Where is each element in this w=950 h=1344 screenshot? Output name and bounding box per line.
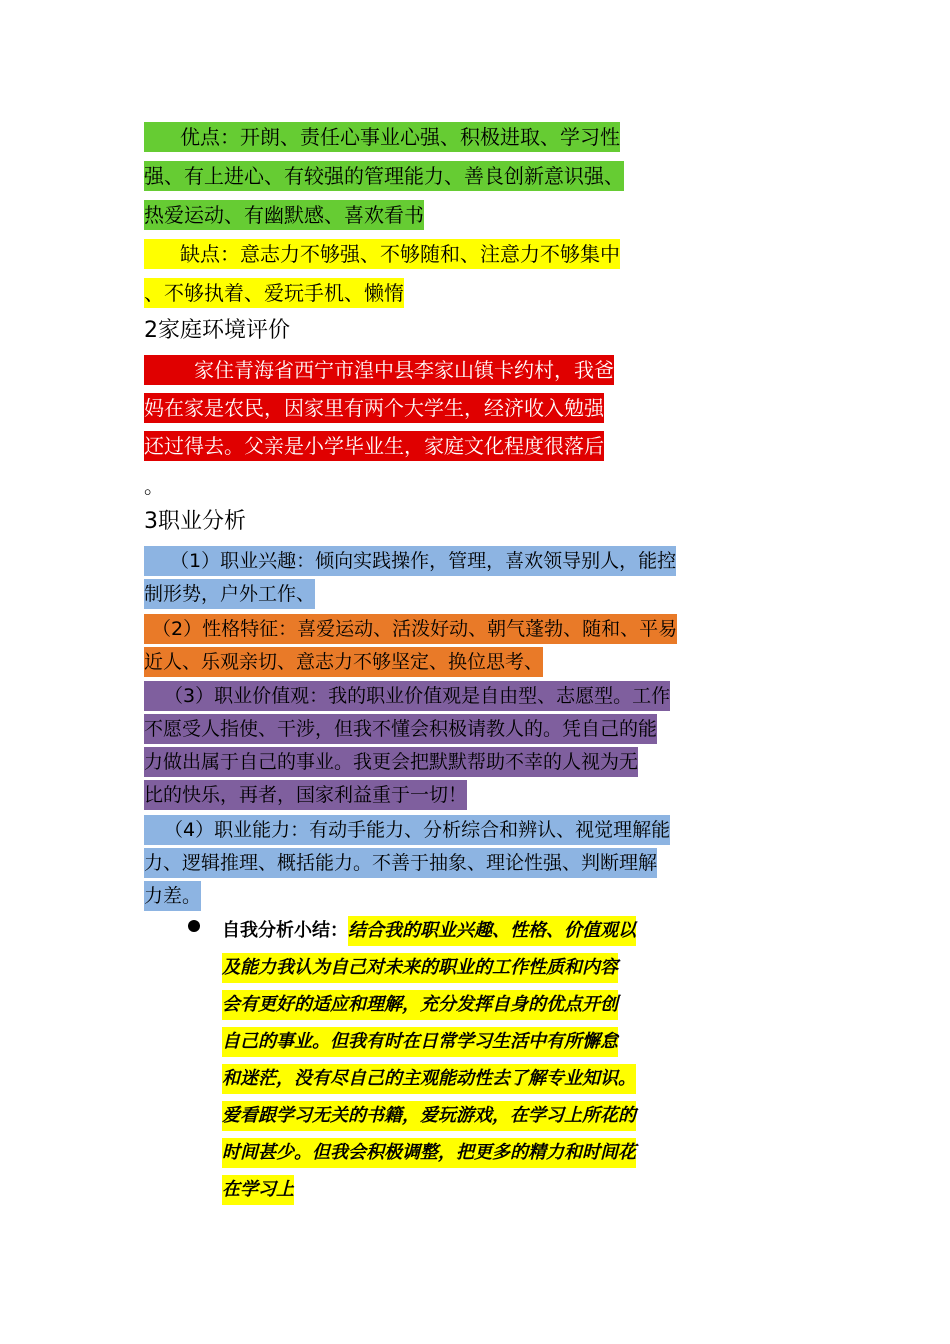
ability-line-1 [144,815,670,845]
summary-text-5: 和迷茫，没有尽自己的主观能动性去了解专业知识。 [222,1064,636,1094]
summary-line-3 [222,990,618,1020]
values-text-3: 力做出属于自己的事业。我更会把默默帮助不幸的人视为无 [144,747,638,777]
ability-text-3: 力差。 [144,881,201,911]
strengths-line-3 [144,200,424,230]
strengths-text-3: 热爱运动、有幽默感、喜欢看书 [144,200,424,230]
personality-line-2 [144,647,543,677]
summary-text-4: 自己的事业。但我有时在日常学习生活中有所懈怠 [222,1027,618,1057]
summary-text-2: 及能力我认为自己对未来的职业的工作性质和内容 [222,953,618,983]
summary-text-8: 在学习上 [222,1175,294,1205]
interest-line-1 [144,546,676,576]
family-line-1 [144,355,614,385]
values-line-3 [144,747,638,777]
interest-text-2: 制形势，户外工作、 [144,579,315,609]
summary-line-7 [222,1138,636,1168]
summary-text-1: 结合我的职业兴趣、性格、价值观以 [348,916,636,946]
summary-text-6: 爱看跟学习无关的书籍，爱玩游戏，在学习上所花的 [222,1101,636,1131]
weaknesses-line-1 [144,239,620,269]
weaknesses-text-1: 缺点：意志力不够强、不够随和、注意力不够集中 [144,239,620,269]
values-text-2: 不愿受人指使、干涉，但我不懂会积极请教人的。凭自己的能 [144,714,657,744]
strengths-line-2 [144,161,624,191]
values-text-4: 比的快乐，再者，国家利益重于一切！ [144,780,467,810]
summary-line-5 [222,1064,636,1094]
summary-line-1 [222,916,636,946]
ability-line-3 [144,881,201,911]
summary-text-3: 会有更好的适应和理解，充分发挥自身的优点开创 [222,990,618,1020]
values-line-1 [144,681,670,711]
summary-label: 自我分析小结： [222,920,348,941]
weaknesses-text-2: 、不够执着、爱玩手机、懒惰 [144,278,404,308]
summary-line-2 [222,953,618,983]
summary-line-8 [222,1175,294,1205]
section3-heading: 3职业分析 [144,509,246,534]
personality-text-1: （2）性格特征：喜爱运动、活泼好动、朝气蓬勃、随和、平易 [144,614,677,644]
ability-text-2: 力、逻辑推理、概括能力。不善于抽象、理论性强、判断理解 [144,848,657,878]
personality-text-2: 近人、乐观亲切、意志力不够坚定、换位思考、 [144,647,543,677]
family-text-1: 家住青海省西宁市湟中县李家山镇卡约村，我爸 [144,355,614,385]
summary-line-4 [222,1027,618,1057]
interest-text-1: （1）职业兴趣：倾向实践操作，管理，喜欢领导别人，能控 [144,546,676,576]
family-line-3 [144,431,604,461]
values-line-2 [144,714,657,744]
strengths-text-2: 强、有上进心、有较强的管理能力、善良创新意识强、 [144,161,624,191]
family-text-2: 妈在家是农民，因家里有两个大学生，经济收入勉强 [144,393,604,423]
ability-line-2 [144,848,657,878]
summary-line-6 [222,1101,636,1131]
values-text-1: （3）职业价值观：我的职业价值观是自由型、志愿型。工作 [144,681,670,711]
interest-line-2 [144,579,315,609]
summary-text-7: 时间甚少。但我会积极调整，把更多的精力和时间花 [222,1138,636,1168]
ability-text-1: （4）职业能力：有动手能力、分析综合和辨认、视觉理解能 [144,815,670,845]
family-text-3: 还过得去。父亲是小学毕业生，家庭文化程度很落后 [144,431,604,461]
bullet-icon [188,920,200,932]
strengths-text-1: 优点：开朗、责任心事业心强、积极进取、学习性 [144,122,620,152]
section2-heading: 2家庭环境评价 [144,318,290,343]
weaknesses-line-2 [144,278,404,308]
values-line-4 [144,780,467,810]
strengths-line-1 [144,122,620,152]
family-line-2 [144,393,604,423]
family-line-4: 。 [144,474,164,498]
personality-line-1 [144,614,677,644]
